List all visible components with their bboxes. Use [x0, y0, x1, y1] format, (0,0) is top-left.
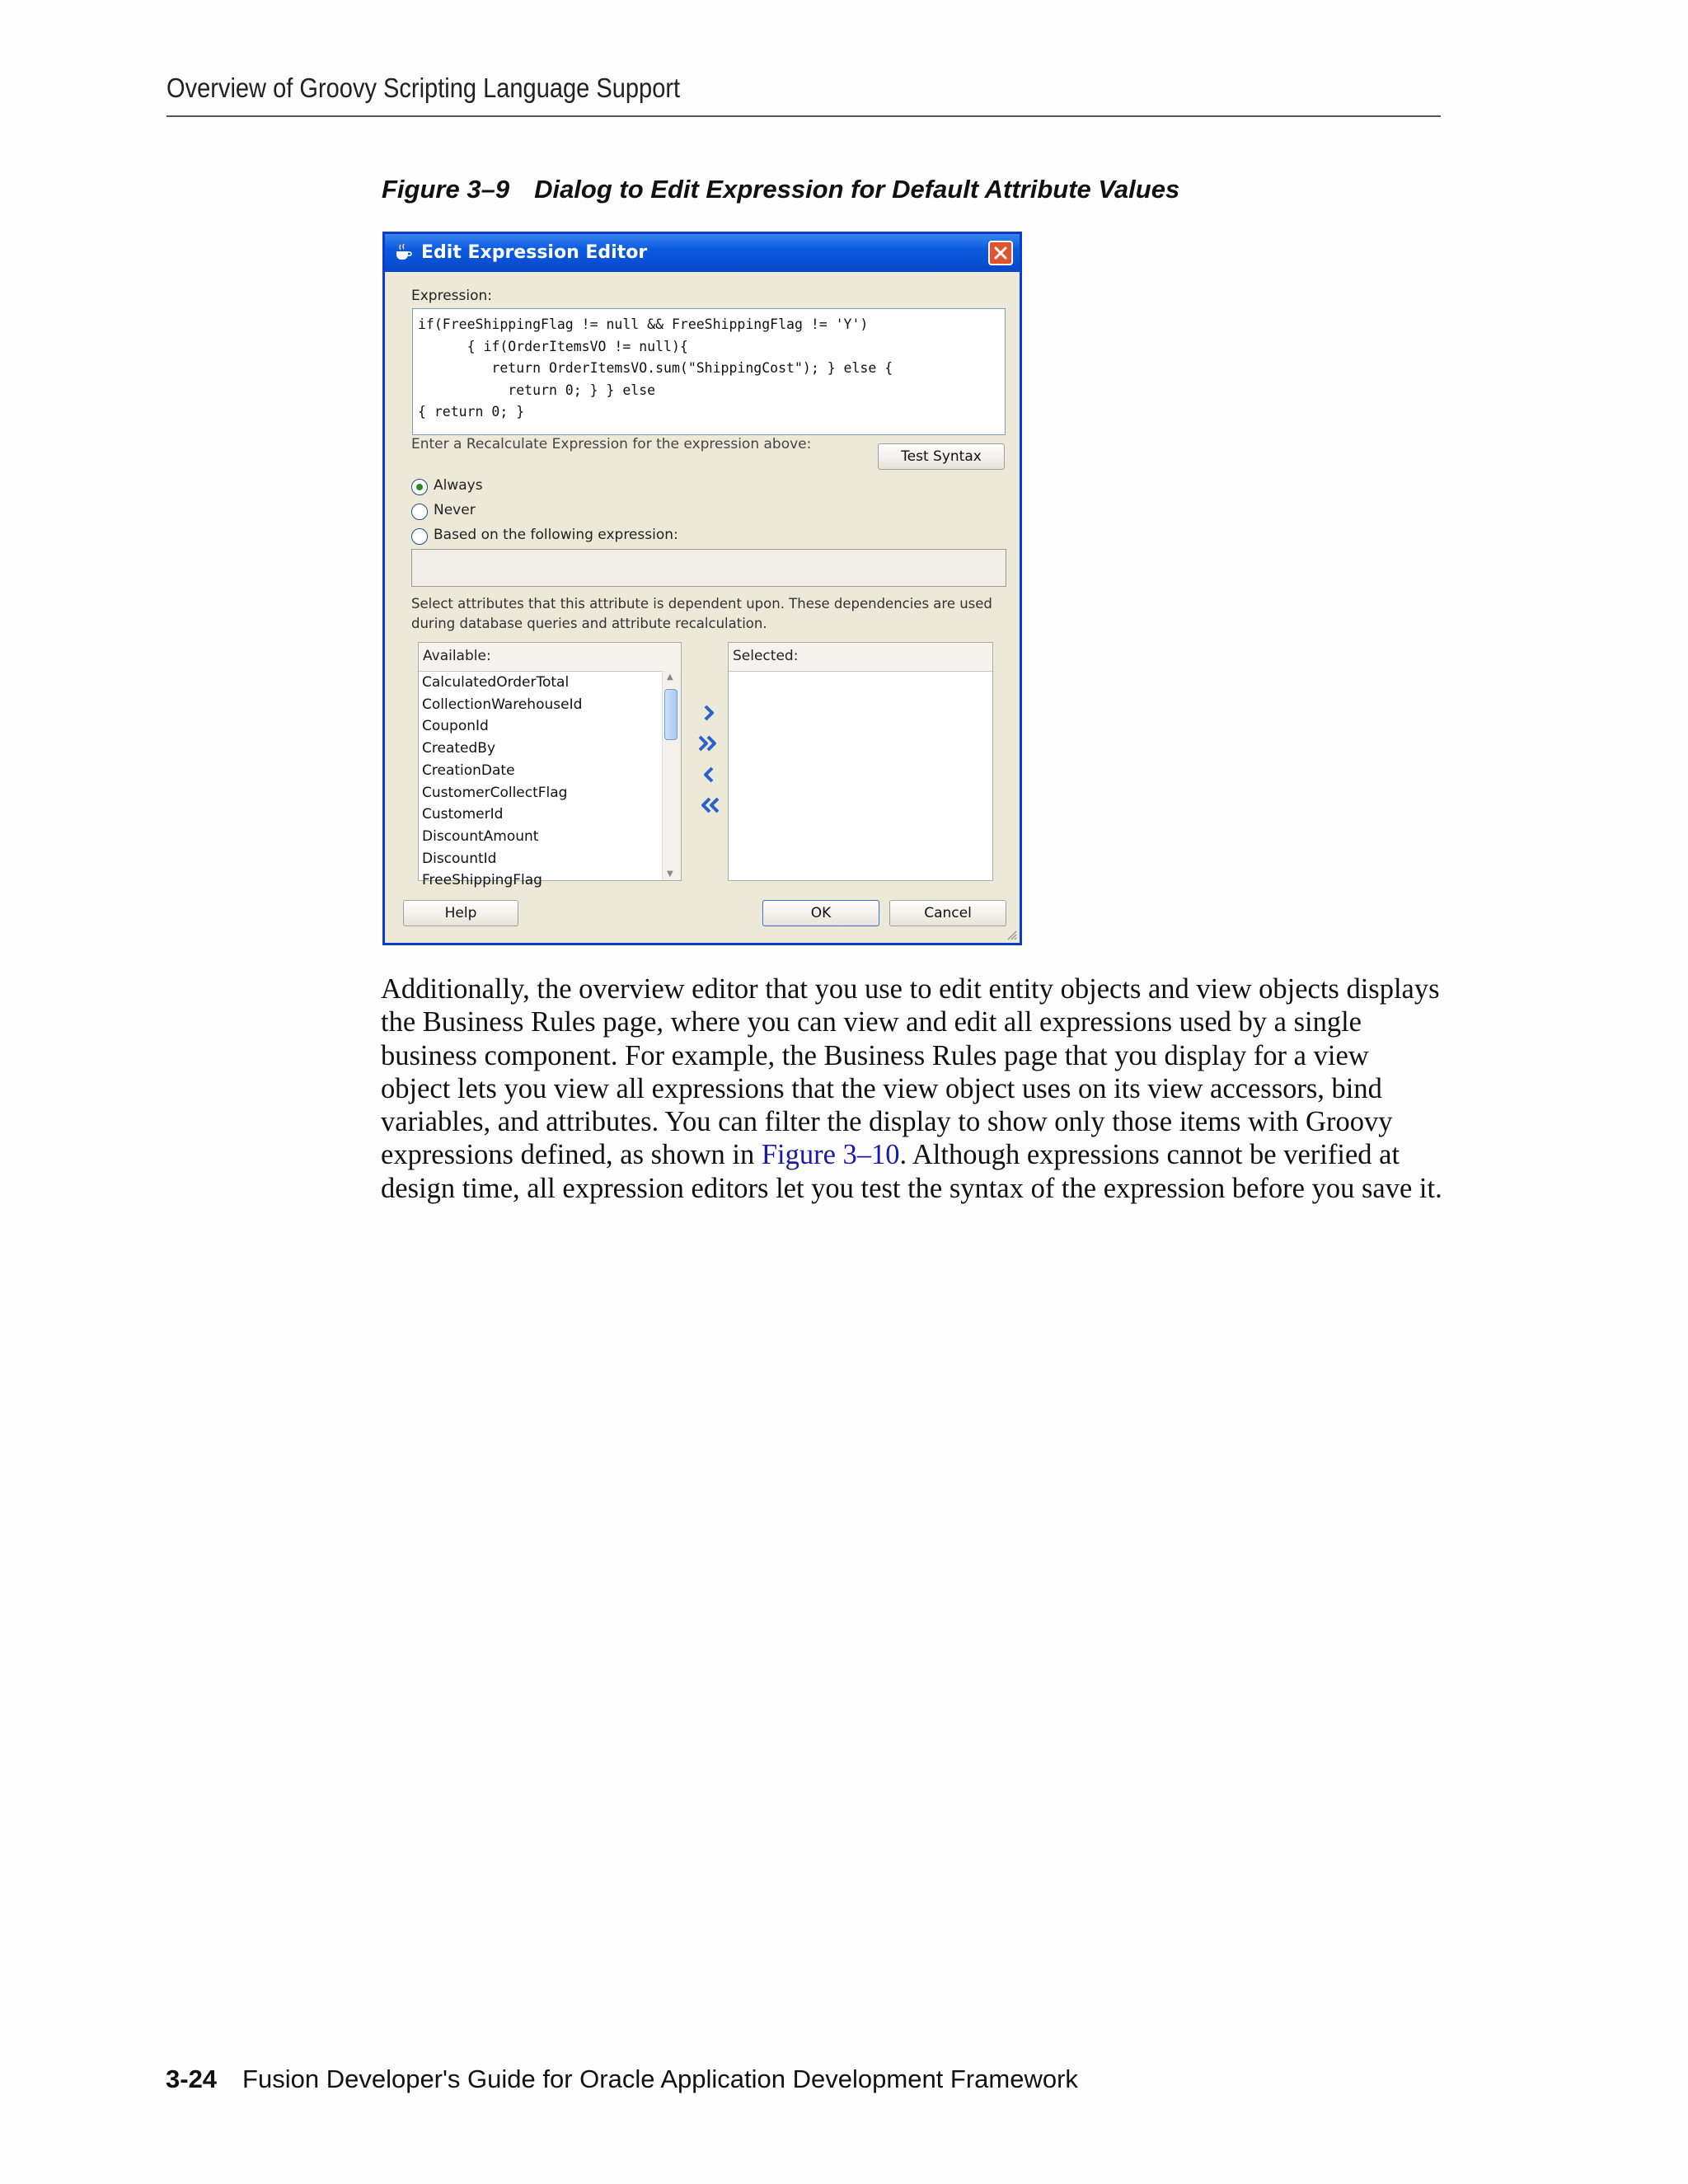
header-rule [166, 115, 1441, 117]
available-item[interactable]: DiscountAmount [422, 827, 539, 845]
available-items [419, 671, 663, 889]
selected-list[interactable] [728, 642, 993, 881]
page-footer [166, 2064, 1078, 2094]
dialog-title: Edit Expression Editor [421, 242, 648, 263]
page-number: 3-24 [166, 2064, 218, 2093]
radio-based-on-label: Based on the following expression: [434, 527, 678, 543]
dialog-titlebar [385, 234, 1020, 272]
radio-always-indicator[interactable] [411, 479, 428, 495]
available-item[interactable]: CustomerId [422, 806, 504, 823]
available-item[interactable]: CouponId [422, 718, 489, 735]
radio-never-indicator[interactable] [411, 504, 428, 520]
expression-text: if(FreeShippingFlag != null && FreeShippingFlag != 'Y') { if(OrderItemsVO != null){ return OrderItemsVO.sum("ShippingCost"); } else { return 0; } } else { return 0; } [418, 316, 893, 419]
move-left-icon[interactable] [698, 764, 720, 785]
available-item[interactable]: CalculatedOrderTotal [422, 674, 570, 691]
recalc-label: Enter a Recalculate Expression for the expression above: [411, 436, 812, 452]
book-title: Fusion Developer's Guide for Oracle Application Development Framework [242, 2064, 1078, 2093]
radio-always-label: Always [434, 477, 483, 494]
paragraph-text-end: . Although expressions cannot be verified at design time, all expression editors let you test the syntax of the expression before you save it. [381, 1139, 1442, 1204]
figure-title: Dialog to Edit Expression for Default Attribute Values [534, 175, 1180, 204]
available-item[interactable]: CollectionWarehouseId [422, 696, 583, 713]
body-paragraph [381, 972, 1444, 1205]
scroll-thumb[interactable] [664, 689, 678, 740]
figure-number: Figure 3–9 [382, 175, 510, 204]
expression-editor[interactable] [412, 308, 1006, 435]
scroll-down-icon[interactable]: ▼ [667, 869, 673, 879]
selected-label: Selected: [733, 648, 799, 664]
dependency-description: Select attributes that this attribute is dependent upon. These dependencies are used during database queries and attribute recalculation. [411, 596, 992, 631]
selected-header [729, 643, 992, 672]
available-label: Available: [423, 648, 491, 664]
resize-grip-icon[interactable] [1006, 929, 1017, 940]
ok-button[interactable]: OK [762, 900, 879, 926]
figure-3-10-link[interactable]: Figure 3–10 [761, 1139, 900, 1171]
expression-label: Expression: [411, 288, 493, 304]
move-all-right-icon[interactable] [696, 733, 722, 754]
close-button[interactable] [988, 241, 1013, 265]
available-item[interactable]: DiscountId [422, 850, 497, 867]
help-button[interactable]: Help [403, 900, 518, 926]
move-all-left-icon[interactable] [696, 794, 722, 816]
radio-based-on-indicator[interactable] [411, 528, 428, 545]
figure-caption [382, 175, 1179, 204]
available-header [419, 643, 681, 672]
available-item[interactable]: CustomerCollectFlag [422, 784, 568, 801]
test-syntax-button[interactable]: Test Syntax [878, 443, 1005, 470]
jdeveloper-cup-icon [393, 242, 413, 262]
paragraph-text-start: Additionally, the overview editor that you use to edit entity objects and view objects displays the Business Rules page, where you can view and edit all expressions used by a single business component. For example, the Business Rules page that you display for a view object lets you view all expressions that the view object uses on its view accessors, bind variables, and attributes. You can filter the display to show only those items with Groovy expressions defined, as shown in [381, 973, 1440, 1171]
available-item[interactable]: CreatedBy [422, 740, 496, 757]
running-header: Overview of Groovy Scripting Language Support [166, 73, 681, 103]
scroll-up-icon[interactable]: ▲ [667, 673, 673, 682]
cancel-button[interactable]: Cancel [889, 900, 1006, 926]
recalc-expression-input[interactable] [411, 549, 1006, 587]
radio-never-label: Never [434, 502, 476, 518]
available-scrollbar[interactable] [662, 671, 681, 880]
close-icon [993, 246, 1008, 260]
move-right-icon[interactable] [698, 702, 720, 724]
available-list[interactable] [418, 642, 682, 889]
edit-expression-dialog [382, 232, 1022, 945]
available-item[interactable]: CreationDate [422, 762, 515, 779]
available-item[interactable]: FreeShippingFlag [422, 872, 542, 889]
